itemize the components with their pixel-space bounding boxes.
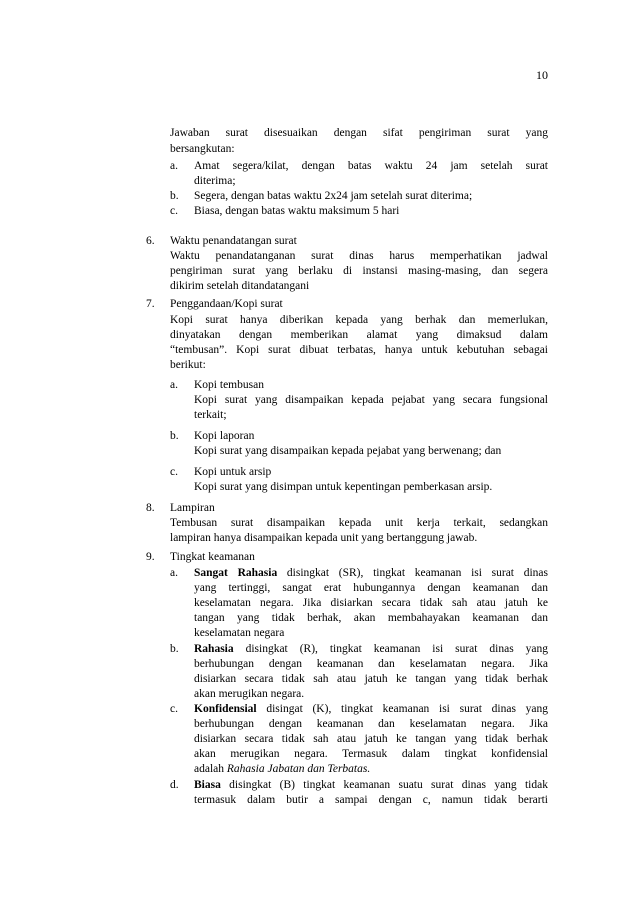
section-title: Lampiran — [170, 502, 215, 514]
list-marker: b. — [170, 190, 179, 202]
list-item-text: Kopi surat yang disampaikan kepada pejabat yang berwenang; dan — [194, 445, 502, 457]
section-line: dikirim setelah ditandatangani — [170, 280, 310, 292]
list-item-text: berhubungan dengan keamanan dan keselamatan negara. Jika — [194, 658, 548, 670]
list-marker: d. — [170, 779, 179, 791]
list-item-text: akan merugikan negara. Termasuk dalam tingkat konfidensial — [194, 748, 548, 760]
list-item-text: Kopi surat yang disampaikan kepada pejabat yang secara fungsional — [194, 394, 548, 406]
classification-italic: Rahasia Jabatan dan Terbatas. — [226, 763, 371, 775]
classification-desc: disingkat (B) tingkat keamanan suatu surat dinas yang tidak — [220, 779, 548, 791]
classification-desc: disingkat (R), tingkat keamanan isi surat dinas yang — [233, 643, 548, 655]
list-item-text: keselamatan negara. Jika disiarkan secara tidak sah atau jatuh ke — [194, 597, 548, 609]
list-marker: a. — [170, 567, 178, 579]
intro-line: bersangkutan: — [170, 143, 235, 155]
classification-term: Biasa — [194, 779, 221, 791]
list-item-text: Segera, dengan batas waktu 2x24 jam setelah surat diterima; — [194, 190, 473, 202]
list-item-title: Kopi tembusan — [194, 379, 264, 391]
section-number: 9. — [146, 551, 155, 563]
section-line: Kopi surat hanya diberikan kepada yang berhak dan memerlukan, — [170, 314, 548, 326]
classification-term: Konfidensial — [194, 703, 257, 715]
section-line: Tembusan surat disampaikan kepada unit kerja terkait, sedangkan — [170, 517, 548, 529]
list-item-text: Kopi surat yang disimpan untuk kepentingan pemberkasan arsip. — [194, 481, 493, 493]
list-item-text — [194, 566, 548, 581]
section-line: pengiriman surat yang berlaku di instansi masing-masing, dan segera — [170, 265, 548, 277]
classification-desc: disingkat (SR), tingkat keamanan isi surat dinas — [277, 567, 548, 579]
section-line: berikut: — [170, 359, 206, 371]
list-item-text: akan merugikan negara. — [194, 688, 305, 700]
classification-desc: adalah — [194, 763, 227, 775]
list-item-text: yang tertinggi, sangat erat hubungannya dengan keamanan dan — [194, 582, 548, 594]
list-marker: c. — [170, 703, 178, 715]
section-title: Penggandaan/Kopi surat — [170, 298, 283, 310]
list-item-text — [194, 762, 370, 777]
classification-term: Sangat Rahasia — [194, 567, 278, 579]
section-line: dinyatakan dengan memberikan alamat yang dimaksud dalam — [170, 329, 548, 341]
list-marker: b. — [170, 430, 179, 442]
list-item-text: terkait; — [194, 409, 227, 421]
section-line: Waktu penandatanganan surat dinas harus memperhatikan jadwal — [170, 250, 548, 262]
classification-term: Rahasia — [194, 643, 234, 655]
list-item-text: disiarkan secara tidak sah atau jatuh ke tangan yang tidak berhak — [194, 733, 548, 745]
list-item-text: termasuk dalam butir a sampai dengan c, namun tidak berarti — [194, 794, 548, 806]
list-item-title: Kopi laporan — [194, 430, 255, 442]
list-marker: a. — [170, 160, 178, 172]
list-item-text: disiarkan secara tidak sah atau jatuh ke tangan yang tidak berhak — [194, 673, 548, 685]
list-marker: b. — [170, 643, 179, 655]
list-item-text: tangan yang tidak berhak, akan membahayakan keamanan dan — [194, 612, 548, 624]
list-marker: c. — [170, 205, 178, 217]
intro-line: Jawaban surat disesuaikan dengan sifat pengiriman surat yang — [170, 127, 548, 139]
list-item-text — [194, 778, 548, 793]
section-title: Tingkat keamanan — [170, 551, 255, 563]
list-item-text: diterima; — [194, 175, 236, 187]
list-marker: c. — [170, 466, 178, 478]
section-line: “tembusan”. Kopi surat dibuat terbatas, hanya untuk kebutuhan sebagai — [170, 344, 548, 356]
list-item-text — [194, 642, 548, 657]
section-line: lampiran hanya disampaikan kepada unit yang bertanggung jawab. — [170, 532, 478, 544]
section-number: 6. — [146, 235, 155, 247]
list-marker: a. — [170, 379, 178, 391]
section-title: Waktu penandatangan surat — [170, 235, 297, 247]
list-item-text: Biasa, dengan batas waktu maksimum 5 hari — [194, 205, 400, 217]
list-item-text — [194, 702, 548, 717]
section-number: 7. — [146, 298, 155, 310]
section-number: 8. — [146, 502, 155, 514]
list-item-text: keselamatan negara — [194, 627, 285, 639]
list-item-title: Kopi untuk arsip — [194, 466, 272, 478]
list-item-text: Amat segera/kilat, dengan batas waktu 24 jam setelah surat — [194, 160, 548, 172]
list-item-text: berhubungan dengan keamanan dan keselamatan negara. Jika — [194, 718, 548, 730]
classification-desc: disingat (K), tingkat keamanan isi surat dinas yang — [256, 703, 548, 715]
page-number: 10 — [536, 68, 548, 82]
